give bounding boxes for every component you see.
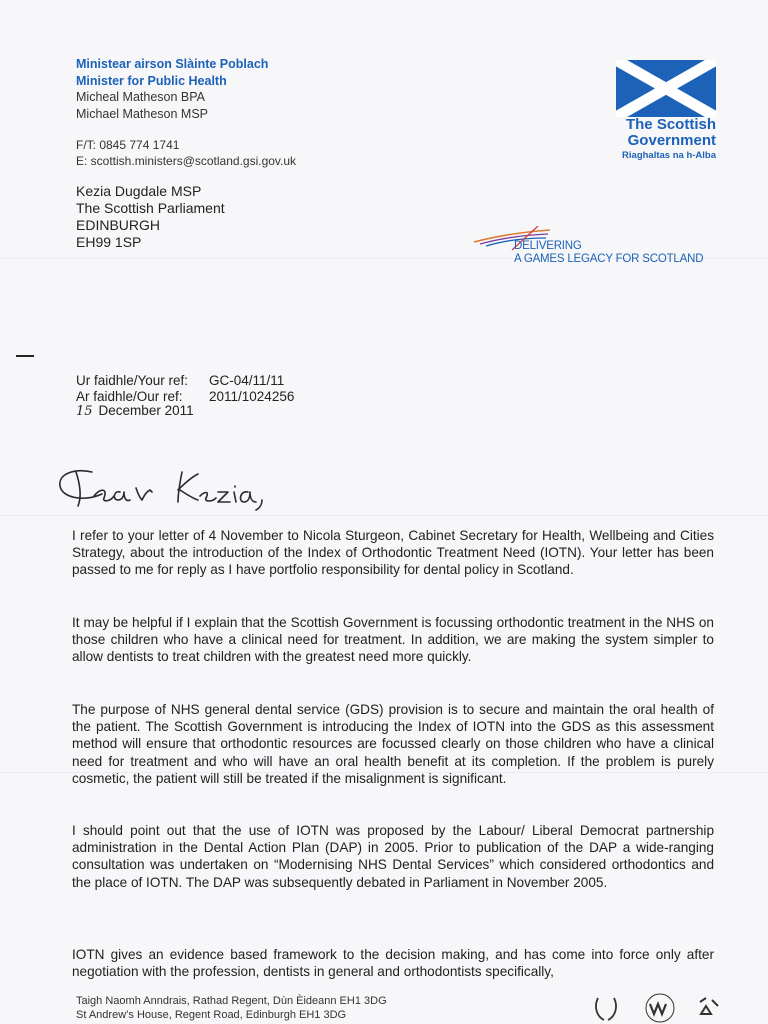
footer-address-gaelic: Taigh Naomh Anndrais, Rathad Regent, Dùn Èideann EH1 3DG <box>76 995 387 1007</box>
recipient-org: The Scottish Parliament <box>76 200 225 216</box>
date-day-handwritten: 15 <box>76 404 93 419</box>
sender-contact <box>76 137 296 169</box>
your-ref-value: GC-04/11/11 <box>209 373 285 388</box>
recipient-name: Kezia Dugdale MSP <box>76 183 202 199</box>
recipient-city: EDINBURGH <box>76 217 161 233</box>
paragraph: The purpose of NHS general dental service (GDS) provision is to secure and maintain the oral health of the patient. The Scottish Government is introducing the Index of IOTN into the GDS as this assessment method will ensure that orthodontic resources are focussed clearly on those children who have a clinical need for treatment and who will have an oral health benefit at its completion. If the problem is purely cosmetic, the patient will still be treated if the misalignment is significant. <box>72 702 714 786</box>
handwritten-salutation <box>54 458 284 518</box>
sender-name-gaelic: Micheal Matheson BPA <box>76 90 205 104</box>
paragraph: I refer to your letter of 4 November to Nicola Sturgeon, Cabinet Secretary for Health, Wellbeing and Cities Strategy, about the introduction of the Index of Orthodontic Treatment Need (IOTN). Your letter has been passed to me for reply as I have portfolio responsibility for dental policy in Scotland. <box>72 528 714 578</box>
sender-email: E: scottish.ministers@scotland.gsi.gov.uk <box>76 154 297 168</box>
logo-subtitle: Riaghaltas na h-Alba <box>622 150 716 161</box>
recipient-address <box>76 183 225 251</box>
fold-mark <box>16 355 34 357</box>
laurel-badge-icon <box>596 998 616 1020</box>
positive-about-disabled-people-icon <box>646 994 674 1022</box>
sender-block <box>76 56 268 122</box>
games-legacy-logo <box>472 226 722 270</box>
sender-gaelic-title: Ministear airson Slàinte Poblach <box>76 57 269 71</box>
games-line1: DELIVERING <box>514 240 582 252</box>
paragraph: I should point out that the use of IOTN was proposed by the Labour/ Liberal Democrat partnership administration in the Dental Action Plan (DAP) in 2005. Prior to publication of the DAP a wide-ranging consultation was undertaken on “Modernising NHS Dental Services” which considered orthodontics and the place of IOTN. The DAP was subsequently debated in Parliament in November 2005. <box>72 823 714 890</box>
footer-address <box>76 994 387 1022</box>
accreditation-badges <box>594 990 724 1024</box>
recycle-icon <box>700 998 718 1014</box>
recipient-postcode: EH99 1SP <box>76 234 142 250</box>
sender-phone: F/T: 0845 774 1741 <box>76 138 180 152</box>
saltire-flag-icon <box>616 60 716 117</box>
letter-date <box>76 403 194 419</box>
logo-title-line1: The Scottish <box>625 116 716 133</box>
logo-title-line2: Government <box>627 132 716 149</box>
sender-name: Michael Matheson MSP <box>76 106 209 121</box>
our-ref-value: 2011/1024256 <box>209 388 295 404</box>
sender-title: Minister for Public Health <box>76 73 227 88</box>
date-text: December 2011 <box>98 403 194 418</box>
footer-address-english: St Andrew’s House, Regent Road, Edinburgh EH1 3DG <box>76 1009 347 1021</box>
games-line2: A GAMES LEGACY FOR SCOTLAND <box>514 253 704 265</box>
paragraph: IOTN gives an evidence based framework to the decision making, and has come into force only after negotiation with the profession, dentists in general and orthodontists specifically, <box>72 947 714 980</box>
our-ref-label: Ar faidhle/Our ref: <box>76 388 183 404</box>
your-ref-label: Ur faidhle/Your ref: <box>76 373 189 388</box>
paragraph: It may be helpful if I explain that the Scottish Government is focussing orthodontic treatment in the NHS on those children who have a clinical need for treatment. In addition, we are making the system simpler to allow dentists to treat children with the greatest need more quickly. <box>72 615 714 665</box>
reference-block <box>76 373 294 404</box>
scottish-government-logo <box>612 60 716 161</box>
